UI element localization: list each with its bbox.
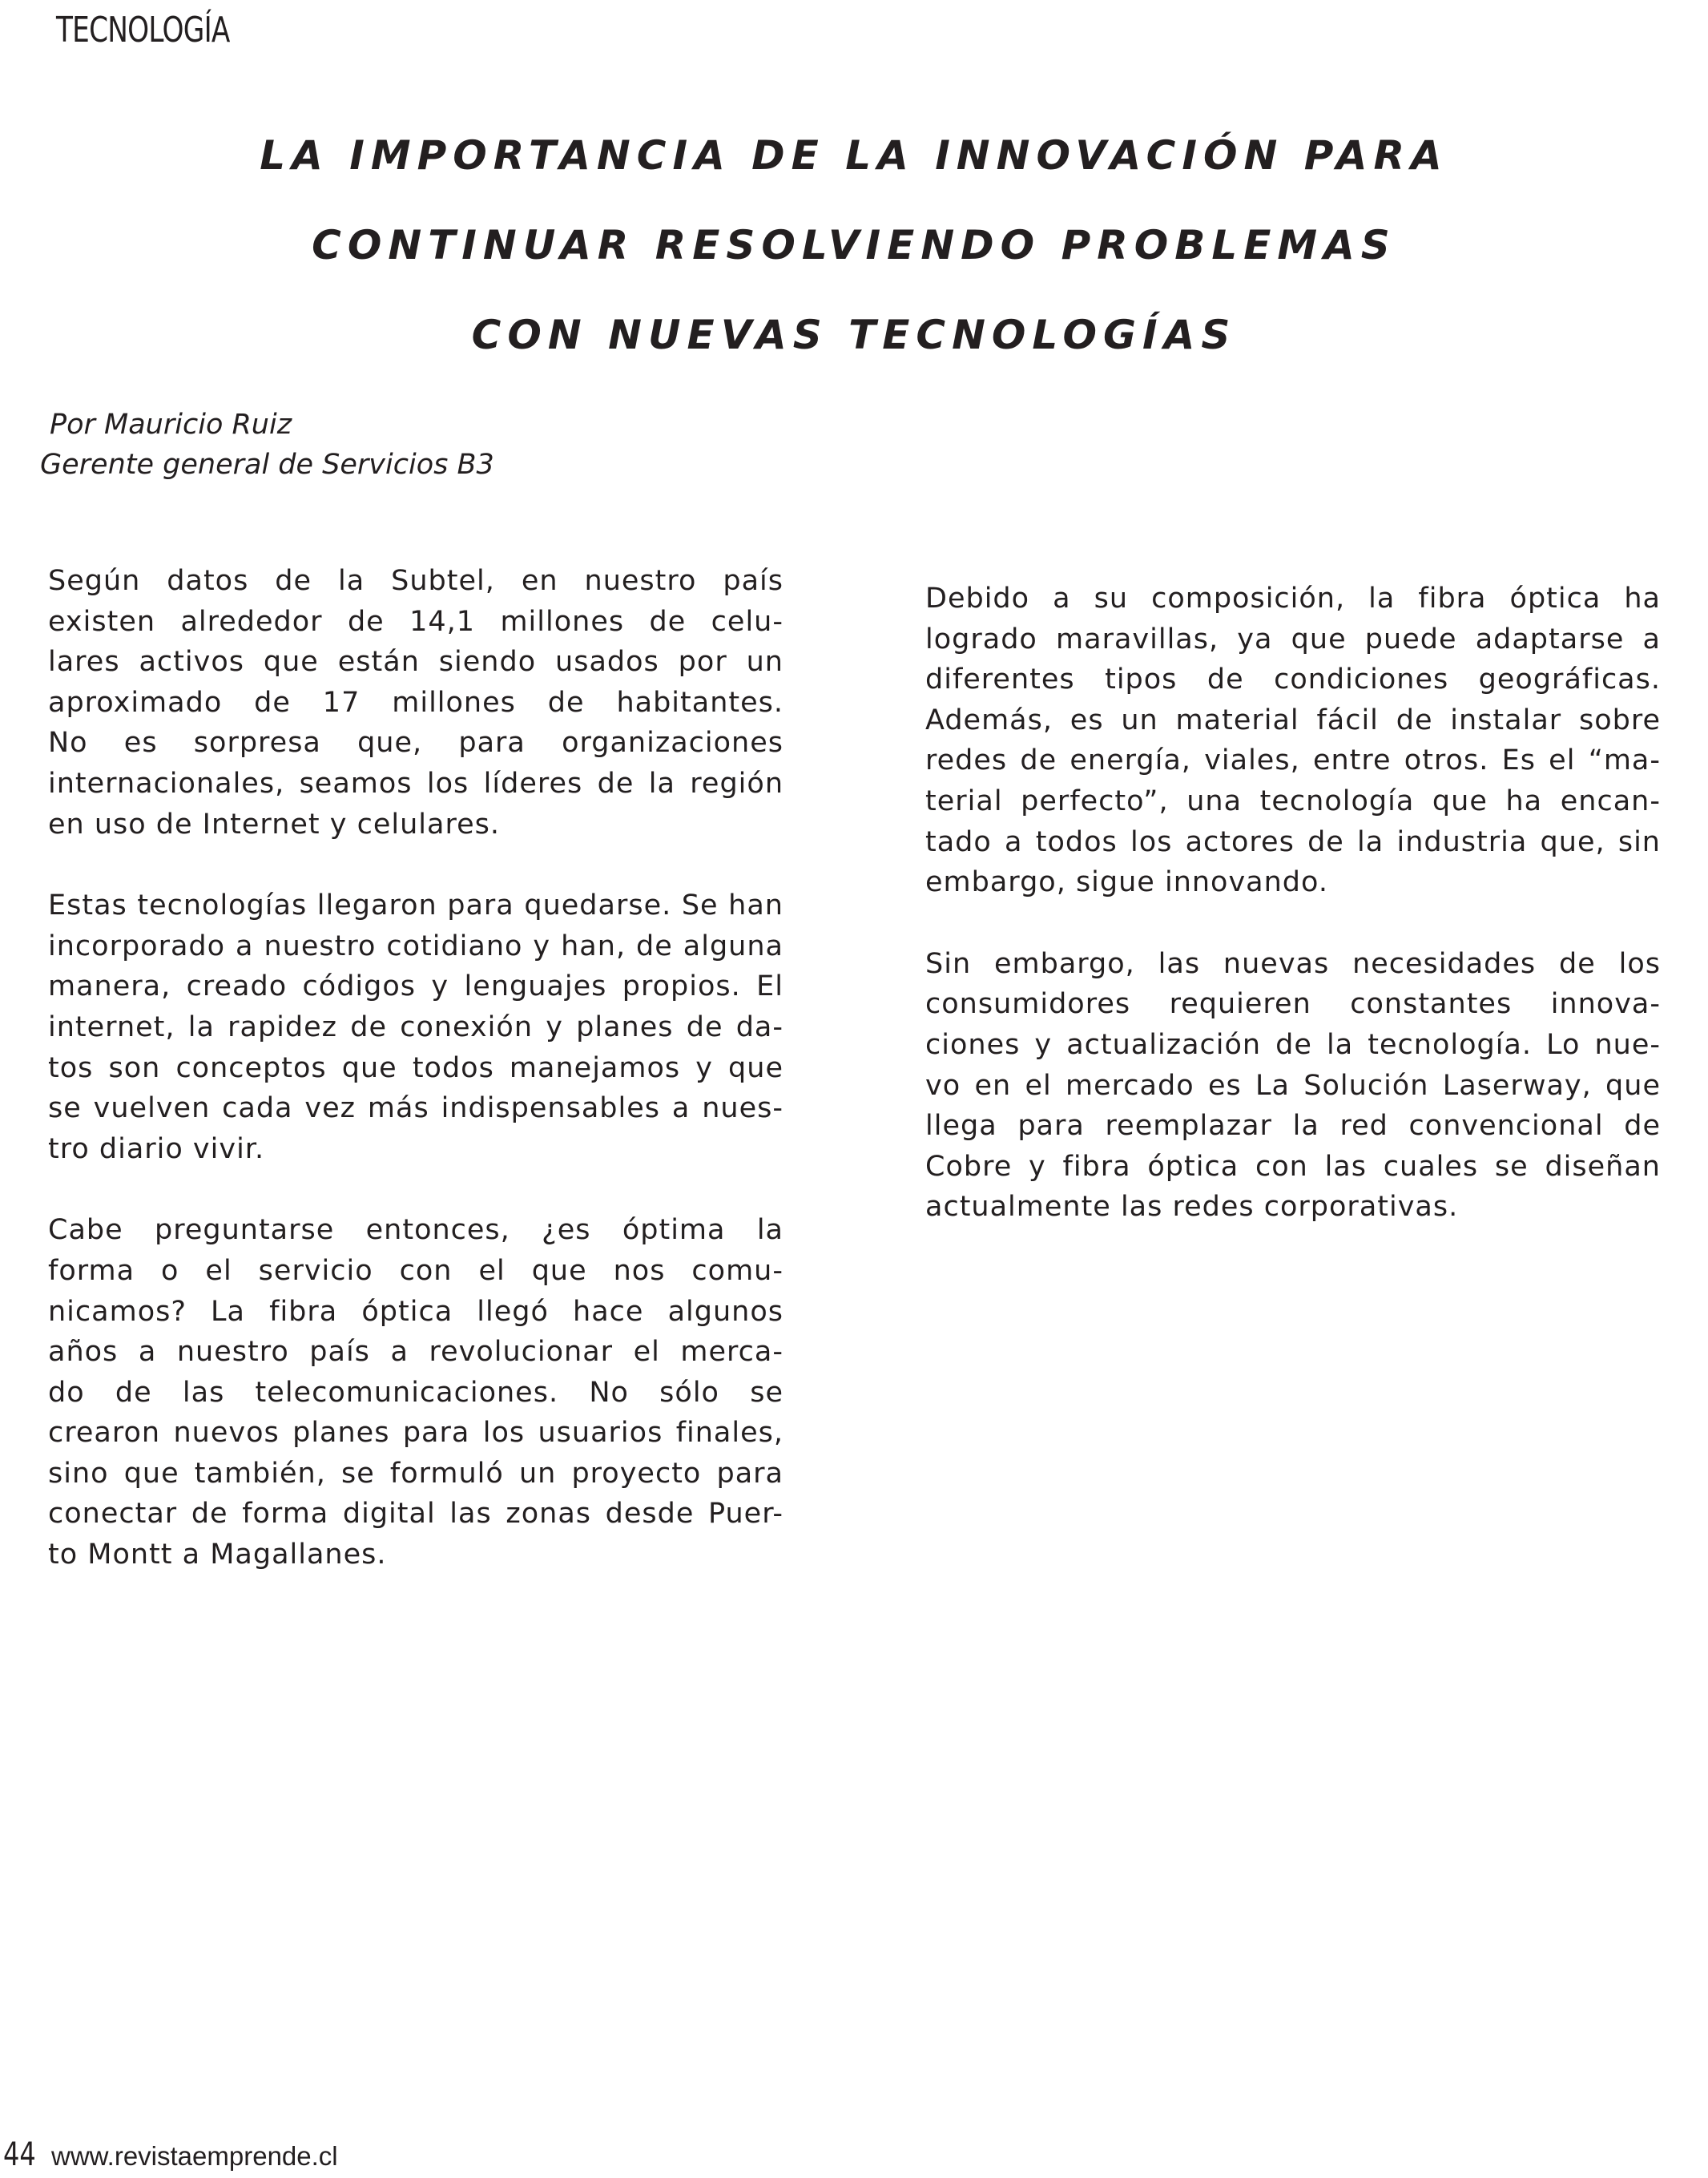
paragraph-line: conectar de forma digital las zonas desde Puer- — [48, 1498, 784, 1531]
paragraph-line: aproximado de 17 millones de habitantes. — [48, 686, 784, 719]
paragraph-line: tro diario vivir. — [48, 1132, 265, 1165]
paragraph-line: sino que también, se formuló un proyecto para — [48, 1457, 784, 1490]
page-footer — [0, 2132, 641, 2178]
paragraph-line: nicamos? La fibra óptica llegó hace algunos — [48, 1295, 784, 1328]
section-label: TECNOLOGÍA — [56, 10, 230, 50]
paragraph-line: tado a todos los actores de la industria que, sin — [925, 825, 1661, 858]
paragraph-line: crearon nuevos planes para los usuarios finales, — [48, 1417, 784, 1450]
paragraph-line: logrado maravillas, ya que puede adaptarse a — [925, 623, 1661, 655]
article-title — [0, 111, 1708, 380]
title-line: LA IMPORTANCIA DE LA INNOVACIÓN PARA — [260, 132, 1448, 179]
body-paragraph — [48, 1210, 784, 1575]
page-number: 44 — [3, 2136, 36, 2173]
paragraph-line: forma o el servicio con el que nos comu- — [48, 1254, 784, 1287]
left-column — [48, 561, 784, 1616]
paragraph-line: embargo, sigue innovando. — [925, 866, 1328, 899]
paragraph-line: internet, la rapidez de conexión y planes de da- — [48, 1010, 784, 1043]
paragraph-line: Cobre y fibra óptica con las cuales se diseñan — [925, 1150, 1661, 1183]
paragraph-line: diferentes tipos de condiciones geográficas. — [925, 663, 1661, 696]
paragraph-line: consumidores requieren constantes innova- — [925, 988, 1661, 1021]
paragraph-line: Sin embargo, las nuevas necesidades de los — [925, 947, 1661, 980]
paragraph-line: tos son conceptos que todos manejamos y que — [48, 1051, 784, 1084]
byline — [40, 405, 494, 485]
paragraph-line: No es sorpresa que, para organizaciones — [48, 727, 784, 760]
body-paragraph — [48, 885, 784, 1169]
paragraph-line: to Montt a Magallanes. — [48, 1539, 387, 1571]
paragraph-line: años a nuestro país a revolucionar el merca- — [48, 1336, 784, 1369]
paragraph-line: actualmente las redes corporativas. — [925, 1191, 1459, 1224]
paragraph-line: Además, es un material fácil de instalar sobre — [925, 704, 1661, 736]
paragraph-line: vo en el mercado es La Solución Laserway, que — [925, 1069, 1661, 1102]
paragraph-line: internacionales, seamos los líderes de la región — [48, 767, 784, 800]
body-paragraph — [925, 579, 1661, 903]
body-paragraph — [48, 561, 784, 845]
paragraph-line: llega para reemplazar la red convencional de — [925, 1110, 1661, 1143]
paragraph-line: Según datos de la Subtel, en nuestro país — [48, 565, 784, 597]
title-line: CON NUEVAS TECNOLOGÍAS — [471, 312, 1237, 358]
right-column — [925, 579, 1661, 1268]
paragraph-line: incorporado a nuestro cotidiano y han, de alguna — [48, 930, 784, 962]
paragraph-line: Debido a su composición, la fibra óptica ha — [925, 583, 1661, 615]
paragraph-line: se vuelven cada vez más indispensables a nues- — [48, 1092, 784, 1125]
paragraph-line: terial perfecto”, una tecnología que ha encan- — [925, 784, 1661, 817]
paragraph-line: ciones y actualización de la tecnología. Lo nue- — [925, 1028, 1661, 1061]
author-name: Por Mauricio Ruiz — [50, 409, 292, 441]
paragraph-line: Estas tecnologías llegaron para quedarse. Se han — [48, 889, 784, 922]
paragraph-line: en uso de Internet y celulares. — [48, 808, 500, 841]
website-url: www.revistaemprende.cl — [51, 2141, 338, 2171]
title-line: CONTINUAR RESOLVIENDO PROBLEMAS — [312, 222, 1396, 268]
paragraph-line: redes de energía, viales, entre otros. Es el “ma- — [925, 744, 1661, 777]
paragraph-line: Cabe preguntarse entonces, ¿es óptima la — [48, 1214, 784, 1247]
paragraph-line: do de las telecomunicaciones. No sólo se — [48, 1376, 784, 1409]
body-paragraph — [925, 944, 1661, 1228]
paragraph-line: existen alrededor de 14,1 millones de celu- — [48, 605, 784, 638]
paragraph-line: manera, creado códigos y lenguajes propios. El — [48, 970, 784, 1003]
author-role: Gerente general de Servicios B3 — [40, 449, 494, 481]
paragraph-line: lares activos que están siendo usados por un — [48, 646, 784, 679]
